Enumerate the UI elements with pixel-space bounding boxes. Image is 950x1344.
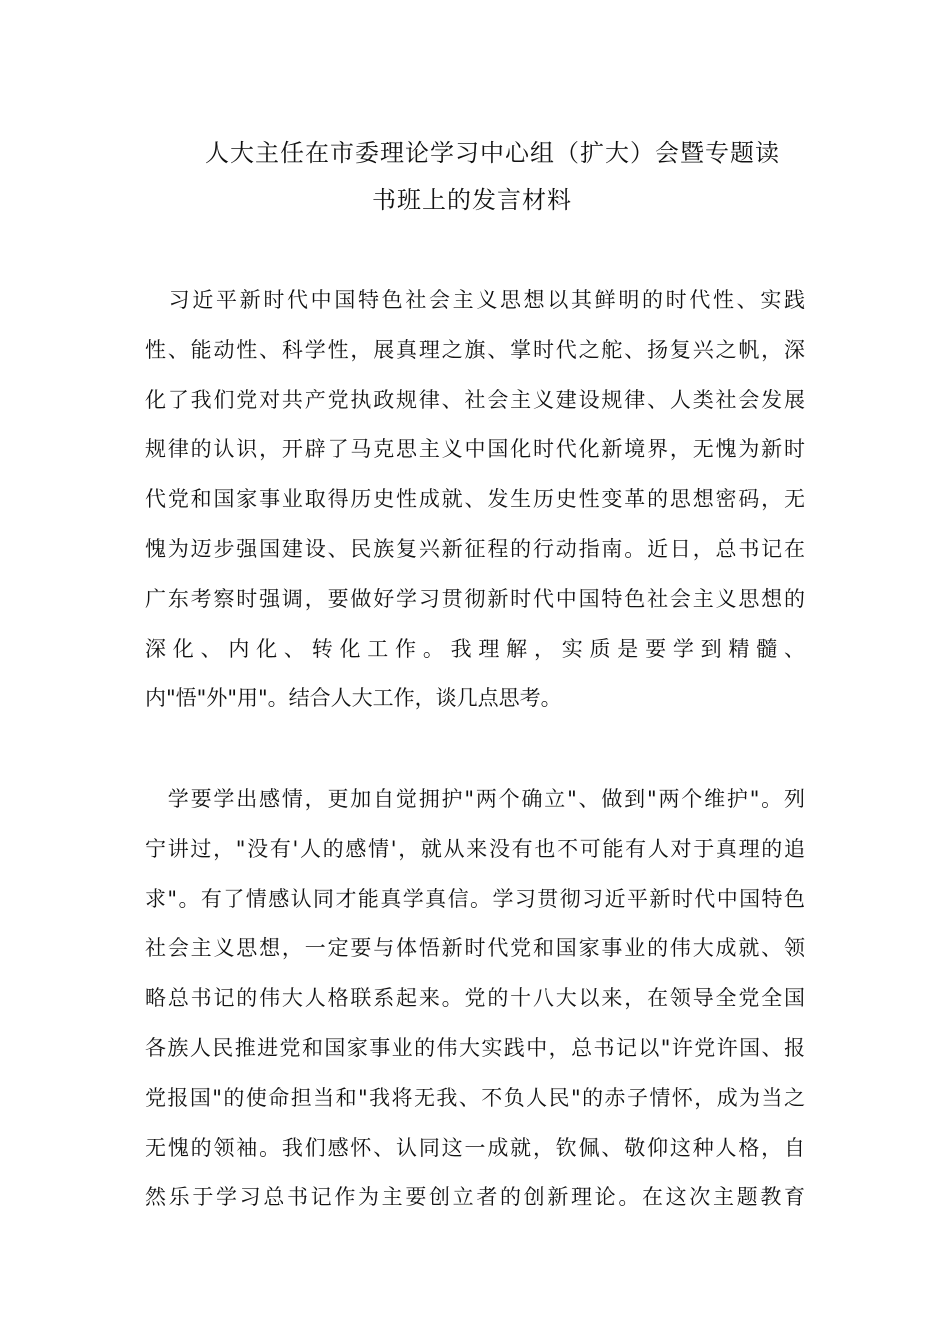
paragraph-2: [145, 775, 805, 1223]
paragraph-1-line: 广东考察时强调，要做好学习贯彻新时代中国特色社会主义思想的: [145, 586, 805, 611]
paragraph-1-line: 愧为迈步强国建设、民族复兴新征程的行动指南。近日，总书记在: [145, 536, 805, 561]
paragraph-2-line: 然乐于学习总书记作为主要创立者的创新理论。在这次主题教育: [145, 1185, 805, 1210]
paragraph-1-line: 深化、内化、转化工作。我理解，实质是要学到精髓、: [145, 636, 805, 661]
paragraph-1-line: 规律的认识，开辟了马克思主义中国化时代化新境界，无愧为新时: [145, 437, 805, 462]
paragraph-1: [145, 276, 805, 724]
document-title-line-1: 人大主任在市委理论学习中心组（扩大）会暨专题读: [205, 139, 780, 167]
paragraph-2-line: 社会主义思想，一定要与体悟新时代党和国家事业的伟大成就、领: [145, 936, 805, 961]
paragraph-2-line: 学要学出感情，更加自觉拥护"两个确立"、做到"两个维护"。列: [145, 787, 805, 811]
document-title-line-2: 书班上的发言材料: [372, 186, 572, 214]
paragraph-1-line: 习近平新时代中国特色社会主义思想以其鲜明的时代性、实践: [145, 288, 805, 312]
paragraph-2-line: 各族人民推进党和国家事业的伟大实践中，总书记以"许党许国、报: [145, 1035, 805, 1060]
paragraph-2-line: 略总书记的伟大人格联系起来。党的十八大以来，在领导全党全国: [145, 986, 805, 1011]
paragraph-1-line: 化了我们党对共产党执政规律、社会主义建设规律、人类社会发展: [145, 387, 805, 412]
paragraph-1-line: 性、能动性、科学性，展真理之旗、掌时代之舵、扬复兴之帆，深: [145, 337, 805, 362]
paragraph-1-line: 内"悟"外"用"。结合人大工作，谈几点思考。: [145, 686, 562, 711]
paragraph-2-line: 宁讲过，"没有'人的感情'，就从来没有也不可能有人对于真理的追: [145, 836, 805, 861]
paragraph-2-line: 无愧的领袖。我们感怀、认同这一成就，钦佩、敬仰这种人格，自: [145, 1135, 805, 1160]
paragraph-1-line: 代党和国家事业取得历史性成就、发生历史性变革的思想密码，无: [145, 487, 805, 512]
paragraph-2-line: 党报国"的使命担当和"我将无我、不负人民"的赤子情怀，成为当之: [145, 1085, 805, 1110]
paragraph-2-line: 求"。有了情感认同才能真学真信。学习贯彻习近平新时代中国特色: [145, 886, 805, 911]
